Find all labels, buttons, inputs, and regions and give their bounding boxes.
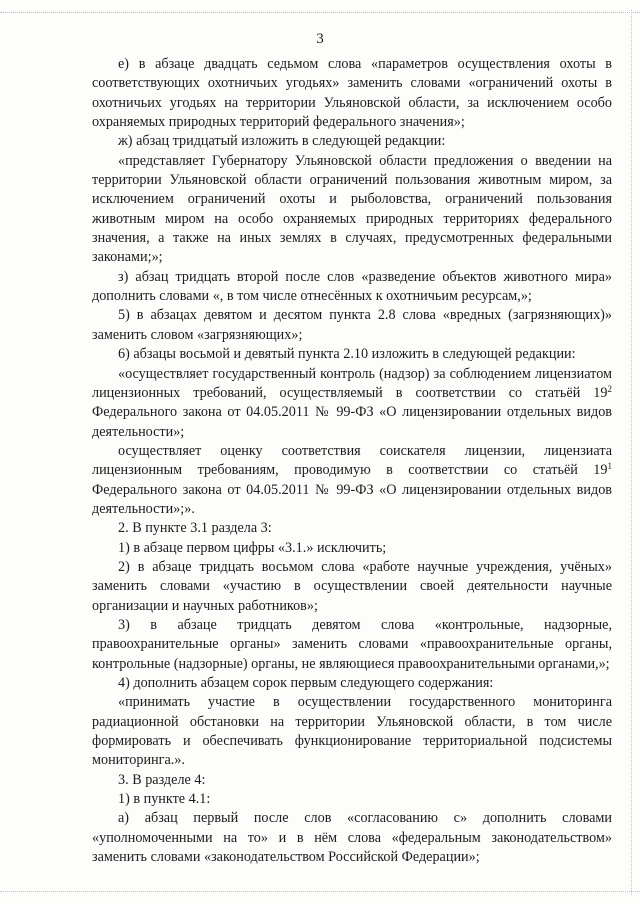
paragraph-2-item-1: 1) в абзаце первом цифры «3.1.» исключить; [118, 539, 387, 556]
paragraph-2-item-3: 3) в абзаце тридцать девятом слова «контрольные, надзорные, правоохранительные органы» заменить словами «правоохранительные органы, контрольные (надзорные) органы, не являющиеся правоохранительными органами,»; [92, 616, 612, 672]
paragraph-item-5: 5) в абзацах девятом и десятом пункта 2.8 слова «вредных (загрязняющих)» заменить словом «загрязняющих»; [92, 307, 612, 343]
paragraph-zh-quote: «представляет Губернатору Ульяновской области предложения о введении на территории Ульяновской области ограничений пользования животным миром, за исключением ограничений охоты и рыболовства, ограничений пользования животным миром на особо охраняемых природных территориях федерального значения, а также на иных землях в случаях, предусмотренных федеральными законами;»; [92, 152, 612, 266]
paragraph-section-2: 2. В пункте 3.1 раздела 3: [118, 520, 272, 537]
paragraph-item-6: 6) абзацы восьмой и девятый пункта 2.10 изложить в следующей редакции: [118, 346, 576, 363]
paragraph-assessment-quote: осуществляет оценку соответствия соискателя лицензии, лицензиата лицензионным требованиям, проводимую в соответствии со статьёй $19^1$ Федерального закона от 04.05.2011 № 99-ФЗ «О лицензировании отдельных видов деятельности»;». [92, 442, 612, 517]
scan-edge-bottom [0, 891, 640, 893]
paragraph-2-item-2: 2) в абзаце тридцать восьмом слова «работе научные учреждения, учёных» заменить словами «участию в осуществлении своей деятельности научные организации и научных работников»; [92, 558, 612, 614]
scan-edge-right [631, 10, 633, 895]
paragraph-e: е) в абзаце двадцать седьмом слова «параметров осуществления охоты в соответствующих охотничьих угодьях» заменить словами «ограничений охоты в охотничьих угодьях на территории Ульяновской области, за исключением особо охраняемых природных территорий федерального значения»; [92, 56, 612, 131]
paragraph-control-quote: «осуществляет государственный контроль (надзор) за соблюдением лицензиатом лицензионных требований, осуществляемый в соответствии со статьёй $19^2$ Федерального закона от 04.05.2011 № 99-ФЗ «О лицензировании отдельных видов деятельности»; [92, 365, 612, 440]
document-body [92, 55, 612, 867]
footnote-superscript: 2 [607, 383, 612, 394]
paragraph-3-item-1: 1) в пункте 4.1: [118, 791, 211, 808]
paragraph-3-item-a: а) абзац первый после слов «согласованию с» дополнить словами «уполномоченными на то» и в нём слова «федеральным законодательством» заменить словами «законодательством Российской Федерации»; [92, 810, 612, 866]
footnote-superscript: 1 [607, 461, 612, 472]
page-number: 3 [316, 31, 324, 47]
paragraph-z: з) абзац тридцать второй после слов «разведение объектов животного мира» дополнить словами «, в том числе отнесённых к охотничьим ресурсам,»; [92, 268, 612, 305]
paragraph-zh: ж) абзац тридцатый изложить в следующей редакции: [118, 133, 446, 150]
paragraph-monitoring-quote: «принимать участие в осуществлении государственного мониторинга радиационной обстановки на территории Ульяновской области, в том числе формировать и обеспечивать функционирование территориальной подсистемы мониторинга.». [92, 694, 612, 769]
paragraph-2-item-4: 4) дополнить абзацем сорок первым следующего содержания: [118, 675, 494, 691]
paragraph-section-3: 3. В разделе 4: [118, 771, 206, 788]
scan-edge-top [0, 12, 640, 14]
